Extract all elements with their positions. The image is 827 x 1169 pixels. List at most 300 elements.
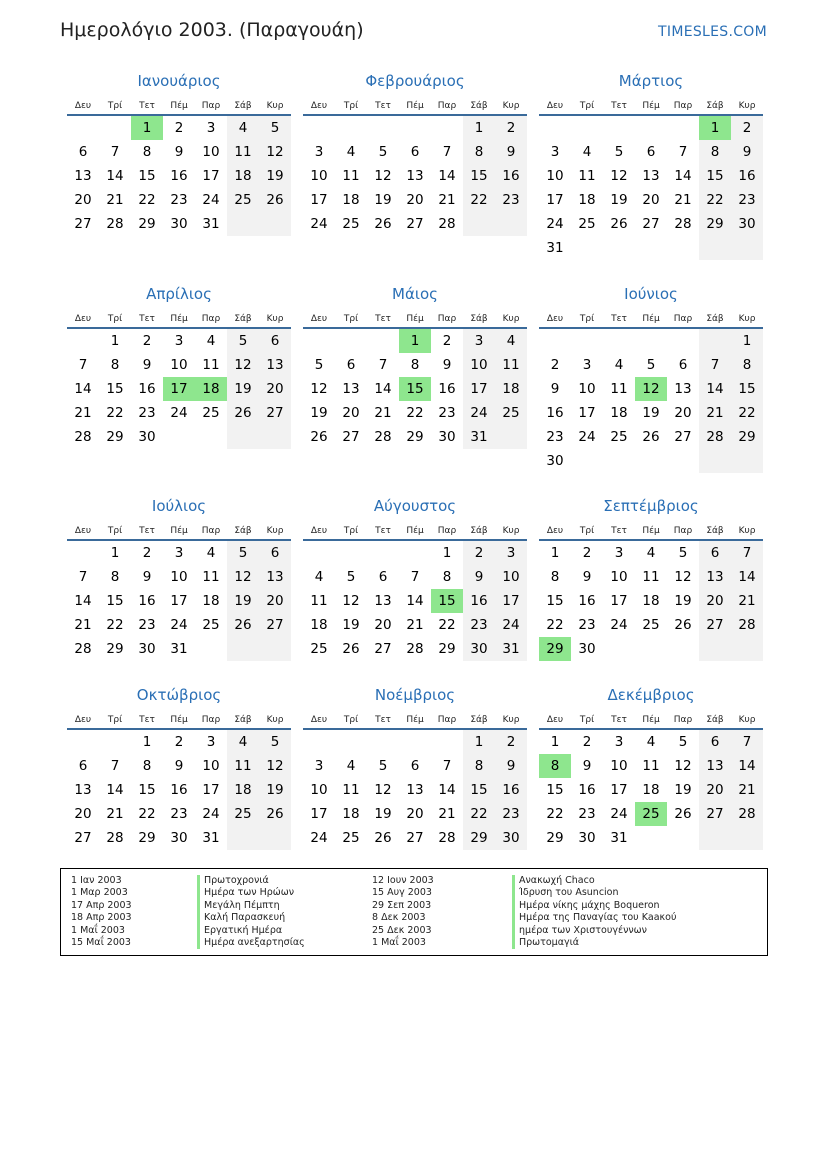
empty-day-cell bbox=[99, 730, 131, 754]
day-cell: 3 bbox=[206, 734, 216, 750]
day-cell: 17 bbox=[202, 168, 220, 184]
day-cell: 5 bbox=[378, 758, 388, 774]
holiday-day-cell: 12 bbox=[635, 377, 667, 401]
legend-names-right bbox=[512, 875, 676, 949]
day-cell: 6 bbox=[646, 144, 656, 160]
week-row bbox=[539, 826, 763, 850]
month-name: Νοέμβριος bbox=[374, 686, 456, 704]
week-row bbox=[539, 778, 763, 802]
day-cell: 21 bbox=[731, 778, 763, 802]
day-cell: 19 bbox=[259, 164, 291, 188]
day-cell: 18 bbox=[227, 164, 259, 188]
day-cell: 3 bbox=[463, 329, 495, 353]
month-name: Αύγουστος bbox=[373, 497, 457, 515]
legend-holiday-name: Ημέρα ανεξαρτησίας bbox=[197, 937, 305, 949]
day-cell: 28 bbox=[438, 216, 456, 232]
day-cell: 20 bbox=[406, 806, 424, 822]
day-cell: 9 bbox=[582, 758, 592, 774]
weekday-label: Παρ bbox=[201, 715, 221, 725]
day-cell: 27 bbox=[406, 216, 424, 232]
day-cell: 13 bbox=[699, 565, 731, 589]
week-row bbox=[67, 589, 291, 613]
weekday-label: Δευ bbox=[74, 314, 92, 324]
empty-day-cell bbox=[367, 116, 399, 140]
day-cell: 3 bbox=[614, 545, 624, 561]
legend-holiday-name: ημέρα των Χριστουγέννων bbox=[512, 925, 676, 937]
week-row bbox=[539, 188, 763, 212]
holiday-day-cell: 1 bbox=[699, 116, 731, 140]
day-cell: 20 bbox=[259, 589, 291, 613]
day-cell: 25 bbox=[202, 617, 220, 633]
week-row bbox=[539, 401, 763, 425]
day-cell: 1 bbox=[442, 545, 452, 561]
day-cell: 23 bbox=[578, 617, 596, 633]
legend-holiday-name: Καλή Παρασκευή bbox=[197, 912, 305, 924]
day-cell: 3 bbox=[174, 333, 184, 349]
day-cell: 15 bbox=[106, 381, 124, 397]
week-row bbox=[539, 353, 763, 377]
month-block bbox=[303, 495, 527, 661]
day-cell: 23 bbox=[170, 192, 188, 208]
weekday-label: Σάβ bbox=[706, 314, 724, 324]
day-cell: 29 bbox=[463, 826, 495, 850]
weekday-label: Τρί bbox=[107, 715, 123, 725]
weekday-label: Τετ bbox=[611, 526, 627, 536]
day-cell: 5 bbox=[614, 144, 624, 160]
weekday-label: Τρί bbox=[343, 314, 359, 324]
empty-day-cell bbox=[259, 826, 291, 850]
day-cell: 15 bbox=[106, 593, 124, 609]
day-cell: 19 bbox=[642, 405, 660, 421]
weekday-label: Σάβ bbox=[234, 715, 252, 725]
empty-day-cell bbox=[227, 637, 259, 661]
empty-day-cell bbox=[335, 541, 367, 565]
month-name: Ιούνιος bbox=[624, 285, 678, 303]
empty-day-cell bbox=[635, 329, 667, 353]
weekday-label: Πέμ bbox=[170, 526, 188, 536]
weekday-label: Σάβ bbox=[706, 715, 724, 725]
day-cell: 17 bbox=[610, 782, 628, 798]
day-cell: 23 bbox=[170, 806, 188, 822]
day-cell: 13 bbox=[374, 593, 392, 609]
day-cell: 22 bbox=[699, 188, 731, 212]
weekday-label: Πέμ bbox=[642, 715, 660, 725]
week-row bbox=[67, 353, 291, 377]
day-cell: 13 bbox=[406, 168, 424, 184]
day-cell: 26 bbox=[259, 188, 291, 212]
day-cell: 26 bbox=[310, 429, 328, 445]
day-cell: 13 bbox=[74, 168, 92, 184]
day-cell: 25 bbox=[342, 830, 360, 846]
weekday-label: Τετ bbox=[139, 526, 155, 536]
weekday-label: Κυρ bbox=[738, 314, 756, 324]
day-cell: 31 bbox=[495, 637, 527, 661]
day-cell: 6 bbox=[699, 730, 731, 754]
day-cell: 16 bbox=[495, 164, 527, 188]
day-cell: 18 bbox=[227, 778, 259, 802]
empty-day-cell bbox=[699, 329, 731, 353]
day-cell: 28 bbox=[74, 429, 92, 445]
holiday-day-cell: 15 bbox=[399, 377, 431, 401]
day-cell: 1 bbox=[463, 730, 495, 754]
week-row bbox=[67, 778, 291, 802]
day-cell: 29 bbox=[699, 212, 731, 236]
empty-day-cell bbox=[67, 116, 99, 140]
day-cell: 18 bbox=[310, 617, 328, 633]
weekday-label: Τετ bbox=[375, 526, 391, 536]
day-cell: 15 bbox=[463, 778, 495, 802]
day-cell: 15 bbox=[731, 377, 763, 401]
weekday-label: Δευ bbox=[546, 526, 564, 536]
holiday-day-cell: 18 bbox=[195, 377, 227, 401]
day-cell: 14 bbox=[731, 754, 763, 778]
day-cell: 8 bbox=[110, 569, 120, 585]
empty-day-cell bbox=[667, 329, 699, 353]
empty-day-cell bbox=[259, 637, 291, 661]
empty-day-cell bbox=[731, 826, 763, 850]
day-cell: 5 bbox=[259, 730, 291, 754]
day-cell: 24 bbox=[578, 429, 596, 445]
day-cell: 2 bbox=[142, 545, 152, 561]
legend-date: 12 Ιουν 2003 bbox=[372, 875, 434, 886]
weekday-header bbox=[67, 710, 291, 730]
month-block bbox=[67, 283, 291, 449]
day-cell: 14 bbox=[674, 168, 692, 184]
day-cell: 21 bbox=[74, 617, 92, 633]
weekday-label: Πέμ bbox=[170, 101, 188, 111]
day-cell: 28 bbox=[731, 613, 763, 637]
day-cell: 12 bbox=[342, 593, 360, 609]
brand-link[interactable]: TIMESLES.COM bbox=[658, 24, 767, 40]
day-cell: 29 bbox=[438, 641, 456, 657]
month-name: Σεπτέμβριος bbox=[603, 497, 699, 515]
day-cell: 20 bbox=[642, 192, 660, 208]
day-cell: 10 bbox=[310, 168, 328, 184]
empty-day-cell bbox=[463, 212, 495, 236]
week-row bbox=[303, 401, 527, 425]
day-cell: 24 bbox=[310, 830, 328, 846]
day-cell: 3 bbox=[174, 545, 184, 561]
holiday-day-cell: 15 bbox=[431, 589, 463, 613]
weekday-label: Τετ bbox=[375, 101, 391, 111]
day-cell: 28 bbox=[74, 641, 92, 657]
day-cell: 13 bbox=[406, 782, 424, 798]
empty-day-cell bbox=[67, 730, 99, 754]
day-cell: 10 bbox=[170, 569, 188, 585]
day-cell: 8 bbox=[142, 758, 152, 774]
legend-date: 18 Απρ 2003 bbox=[71, 912, 132, 924]
day-cell: 5 bbox=[378, 144, 388, 160]
empty-day-cell bbox=[399, 541, 431, 565]
day-cell: 1 bbox=[550, 734, 560, 750]
legend-date: 8 Δεκ 2003 bbox=[372, 912, 426, 924]
month-block bbox=[67, 684, 291, 850]
day-cell: 21 bbox=[699, 401, 731, 425]
day-cell: 26 bbox=[259, 802, 291, 826]
day-cell: 16 bbox=[170, 782, 188, 798]
legend-dates-right bbox=[372, 875, 434, 949]
empty-day-cell bbox=[699, 637, 731, 661]
empty-day-cell bbox=[303, 329, 335, 353]
month-block bbox=[303, 283, 527, 449]
day-cell: 14 bbox=[106, 782, 124, 798]
weekday-label: Πέμ bbox=[170, 715, 188, 725]
day-cell: 27 bbox=[374, 641, 392, 657]
day-cell: 24 bbox=[310, 216, 328, 232]
day-cell: 11 bbox=[642, 569, 660, 585]
empty-day-cell bbox=[667, 826, 699, 850]
day-cell: 21 bbox=[106, 192, 124, 208]
day-cell: 21 bbox=[374, 405, 392, 421]
day-cell: 3 bbox=[206, 120, 216, 136]
day-cell: 2 bbox=[442, 333, 452, 349]
weekday-label: Δευ bbox=[310, 101, 328, 111]
week-row bbox=[67, 541, 291, 565]
weekday-label: Κυρ bbox=[502, 715, 520, 725]
empty-day-cell bbox=[303, 541, 335, 565]
day-cell: 17 bbox=[310, 192, 328, 208]
weekday-label: Κυρ bbox=[502, 101, 520, 111]
legend-holiday-name: Πρωτοχρονιά bbox=[197, 875, 305, 887]
empty-day-cell bbox=[667, 637, 699, 661]
weekday-label: Σάβ bbox=[234, 314, 252, 324]
weekday-label: Σάβ bbox=[470, 715, 488, 725]
holiday-day-cell: 17 bbox=[163, 377, 195, 401]
day-cell: 16 bbox=[438, 381, 456, 397]
day-cell: 24 bbox=[610, 806, 628, 822]
week-row bbox=[539, 637, 763, 661]
day-cell: 11 bbox=[202, 569, 220, 585]
day-cell: 13 bbox=[342, 381, 360, 397]
weekday-label: Παρ bbox=[437, 715, 457, 725]
weekday-label: Πέμ bbox=[406, 101, 424, 111]
day-cell: 10 bbox=[610, 569, 628, 585]
weekday-label: Τετ bbox=[375, 314, 391, 324]
day-cell: 30 bbox=[578, 830, 596, 846]
day-cell: 18 bbox=[342, 806, 360, 822]
weekday-label: Σάβ bbox=[470, 314, 488, 324]
day-cell: 30 bbox=[170, 216, 188, 232]
day-cell: 14 bbox=[438, 782, 456, 798]
weekday-label: Παρ bbox=[201, 314, 221, 324]
day-cell: 29 bbox=[106, 641, 124, 657]
day-cell: 5 bbox=[259, 116, 291, 140]
day-cell: 23 bbox=[731, 188, 763, 212]
day-cell: 16 bbox=[138, 381, 156, 397]
day-cell: 7 bbox=[78, 569, 88, 585]
weekday-label: Τετ bbox=[139, 314, 155, 324]
day-cell: 7 bbox=[442, 144, 452, 160]
day-cell: 25 bbox=[310, 641, 328, 657]
day-cell: 11 bbox=[342, 168, 360, 184]
day-cell: 27 bbox=[699, 802, 731, 826]
weekday-label: Τετ bbox=[611, 101, 627, 111]
day-cell: 3 bbox=[314, 758, 324, 774]
day-cell: 28 bbox=[731, 802, 763, 826]
day-cell: 26 bbox=[674, 617, 692, 633]
empty-day-cell bbox=[635, 826, 667, 850]
day-cell: 20 bbox=[406, 192, 424, 208]
day-cell: 14 bbox=[731, 565, 763, 589]
day-cell: 23 bbox=[138, 617, 156, 633]
day-cell: 18 bbox=[342, 192, 360, 208]
day-cell: 17 bbox=[202, 782, 220, 798]
legend-date: 15 Αυγ 2003 bbox=[372, 887, 432, 899]
week-row bbox=[539, 116, 763, 140]
day-cell: 17 bbox=[578, 405, 596, 421]
week-row bbox=[67, 802, 291, 826]
day-cell: 24 bbox=[202, 806, 220, 822]
day-cell: 6 bbox=[259, 329, 291, 353]
holiday-legend bbox=[60, 868, 768, 956]
day-cell: 19 bbox=[374, 192, 392, 208]
weekday-label: Πέμ bbox=[642, 314, 660, 324]
day-cell: 27 bbox=[74, 830, 92, 846]
day-cell: 28 bbox=[374, 429, 392, 445]
legend-dates-left bbox=[71, 875, 132, 949]
day-cell: 23 bbox=[438, 405, 456, 421]
weekday-label: Πέμ bbox=[642, 526, 660, 536]
day-cell: 26 bbox=[374, 830, 392, 846]
day-cell: 8 bbox=[699, 140, 731, 164]
day-cell: 24 bbox=[202, 192, 220, 208]
week-row bbox=[303, 212, 527, 236]
week-row bbox=[303, 589, 527, 613]
day-cell: 13 bbox=[699, 754, 731, 778]
month-name: Φεβρουάριος bbox=[365, 72, 465, 90]
week-row bbox=[539, 236, 763, 260]
day-cell: 12 bbox=[674, 758, 692, 774]
weekday-label: Τρί bbox=[579, 526, 595, 536]
day-cell: 7 bbox=[442, 758, 452, 774]
day-cell: 22 bbox=[463, 802, 495, 826]
week-row bbox=[67, 164, 291, 188]
day-cell: 4 bbox=[614, 357, 624, 373]
day-cell: 1 bbox=[110, 545, 120, 561]
empty-day-cell bbox=[495, 425, 527, 449]
day-cell: 23 bbox=[546, 429, 564, 445]
day-cell: 10 bbox=[310, 782, 328, 798]
week-row bbox=[539, 754, 763, 778]
holiday-day-cell: 8 bbox=[539, 754, 571, 778]
weekday-label: Τρί bbox=[579, 715, 595, 725]
day-cell: 14 bbox=[438, 168, 456, 184]
legend-holiday-name: Εργατική Ημέρα bbox=[197, 925, 305, 937]
day-cell: 3 bbox=[495, 541, 527, 565]
day-cell: 23 bbox=[578, 806, 596, 822]
day-cell: 3 bbox=[550, 144, 560, 160]
day-cell: 23 bbox=[495, 188, 527, 212]
week-row bbox=[67, 565, 291, 589]
day-cell: 29 bbox=[138, 830, 156, 846]
weekday-header bbox=[303, 96, 527, 116]
day-cell: 13 bbox=[259, 353, 291, 377]
day-cell: 20 bbox=[699, 778, 731, 802]
day-cell: 22 bbox=[546, 617, 564, 633]
weekday-header bbox=[539, 96, 763, 116]
day-cell: 2 bbox=[463, 541, 495, 565]
day-cell: 25 bbox=[610, 429, 628, 445]
legend-holiday-name: Μεγάλη Πέμπτη bbox=[197, 900, 305, 912]
day-cell: 29 bbox=[406, 429, 424, 445]
day-cell: 2 bbox=[495, 730, 527, 754]
weekday-header bbox=[303, 521, 527, 541]
empty-day-cell bbox=[163, 425, 195, 449]
day-cell: 21 bbox=[438, 192, 456, 208]
weekday-header bbox=[539, 710, 763, 730]
legend-date: 1 Ιαν 2003 bbox=[71, 875, 122, 886]
day-cell: 15 bbox=[546, 593, 564, 609]
day-cell: 26 bbox=[374, 216, 392, 232]
legend-names-left bbox=[197, 875, 305, 949]
empty-day-cell bbox=[603, 116, 635, 140]
weekday-label: Δευ bbox=[74, 526, 92, 536]
day-cell: 8 bbox=[463, 754, 495, 778]
day-cell: 9 bbox=[174, 144, 184, 160]
week-row bbox=[539, 140, 763, 164]
day-cell: 26 bbox=[342, 641, 360, 657]
day-cell: 1 bbox=[731, 329, 763, 353]
day-cell: 12 bbox=[674, 569, 692, 585]
month-name: Δεκέμβριος bbox=[607, 686, 695, 704]
day-cell: 24 bbox=[463, 401, 495, 425]
week-row bbox=[67, 425, 291, 449]
day-cell: 10 bbox=[170, 357, 188, 373]
week-row bbox=[539, 589, 763, 613]
week-row bbox=[303, 164, 527, 188]
day-cell: 10 bbox=[202, 758, 220, 774]
day-cell: 16 bbox=[578, 593, 596, 609]
month-name: Μάιος bbox=[392, 285, 438, 303]
weekday-label: Σάβ bbox=[234, 101, 252, 111]
day-cell: 21 bbox=[438, 806, 456, 822]
day-cell: 4 bbox=[495, 329, 527, 353]
day-cell: 7 bbox=[699, 353, 731, 377]
empty-day-cell bbox=[227, 425, 259, 449]
weekday-label: Δευ bbox=[310, 526, 328, 536]
day-cell: 20 bbox=[259, 377, 291, 401]
weekday-label: Πέμ bbox=[642, 101, 660, 111]
day-cell: 15 bbox=[699, 164, 731, 188]
day-cell: 28 bbox=[406, 641, 424, 657]
day-cell: 19 bbox=[310, 405, 328, 421]
empty-day-cell bbox=[99, 116, 131, 140]
holiday-day-cell: 1 bbox=[399, 329, 431, 353]
day-cell: 13 bbox=[74, 782, 92, 798]
day-cell: 1 bbox=[142, 734, 152, 750]
empty-day-cell bbox=[431, 730, 463, 754]
day-cell: 16 bbox=[170, 168, 188, 184]
month-block bbox=[539, 495, 763, 661]
day-cell: 8 bbox=[410, 357, 420, 373]
empty-day-cell bbox=[399, 730, 431, 754]
day-cell: 20 bbox=[674, 405, 692, 421]
empty-day-cell bbox=[195, 425, 227, 449]
day-cell: 9 bbox=[495, 754, 527, 778]
day-cell: 19 bbox=[227, 377, 259, 401]
empty-day-cell bbox=[667, 236, 699, 260]
day-cell: 22 bbox=[731, 401, 763, 425]
day-cell: 31 bbox=[610, 830, 628, 846]
month-block bbox=[539, 684, 763, 850]
weekday-header bbox=[303, 309, 527, 329]
day-cell: 7 bbox=[378, 357, 388, 373]
weekday-label: Σάβ bbox=[234, 526, 252, 536]
day-cell: 18 bbox=[578, 192, 596, 208]
day-cell: 6 bbox=[410, 144, 420, 160]
day-cell: 12 bbox=[259, 754, 291, 778]
day-cell: 6 bbox=[78, 758, 88, 774]
